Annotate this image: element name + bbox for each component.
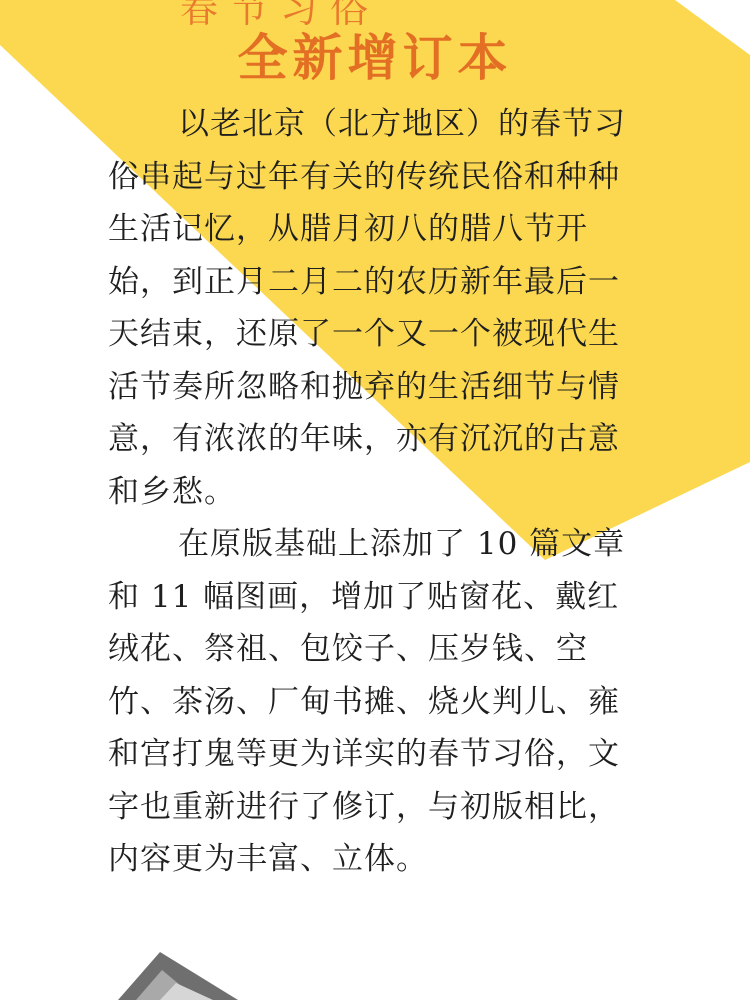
description-content <box>108 98 646 886</box>
partial-title <box>180 0 580 8</box>
revision-paragraph: 在原版基础上添加了 10 篇文章和 11 幅图画，增加了贴窗花、戴红绒花、祭祖、包饺子、压岁钱、空竹、茶汤、厂甸书摊、烧火判儿、雍和宫打鬼等更为详实的春节习俗，文字也重新进行了修订，与初版相比，内容更为丰富、立体。 <box>108 526 626 877</box>
intro-paragraph: 以老北京（北方地区）的春节习俗串起与过年有关的传统民俗和种种生活记忆，从腊月初八的腊八节开始，到正月二月二的农历新年最后一天结束，还原了一个又一个被现代生活节奏所忽略和抛弃的生活细节与情意，有浓浓的年味，亦有沉沉的古意和乡愁。 <box>108 106 626 510</box>
bottom-photo-corner <box>118 952 238 1000</box>
page-title: 全新增订本 <box>237 28 513 87</box>
